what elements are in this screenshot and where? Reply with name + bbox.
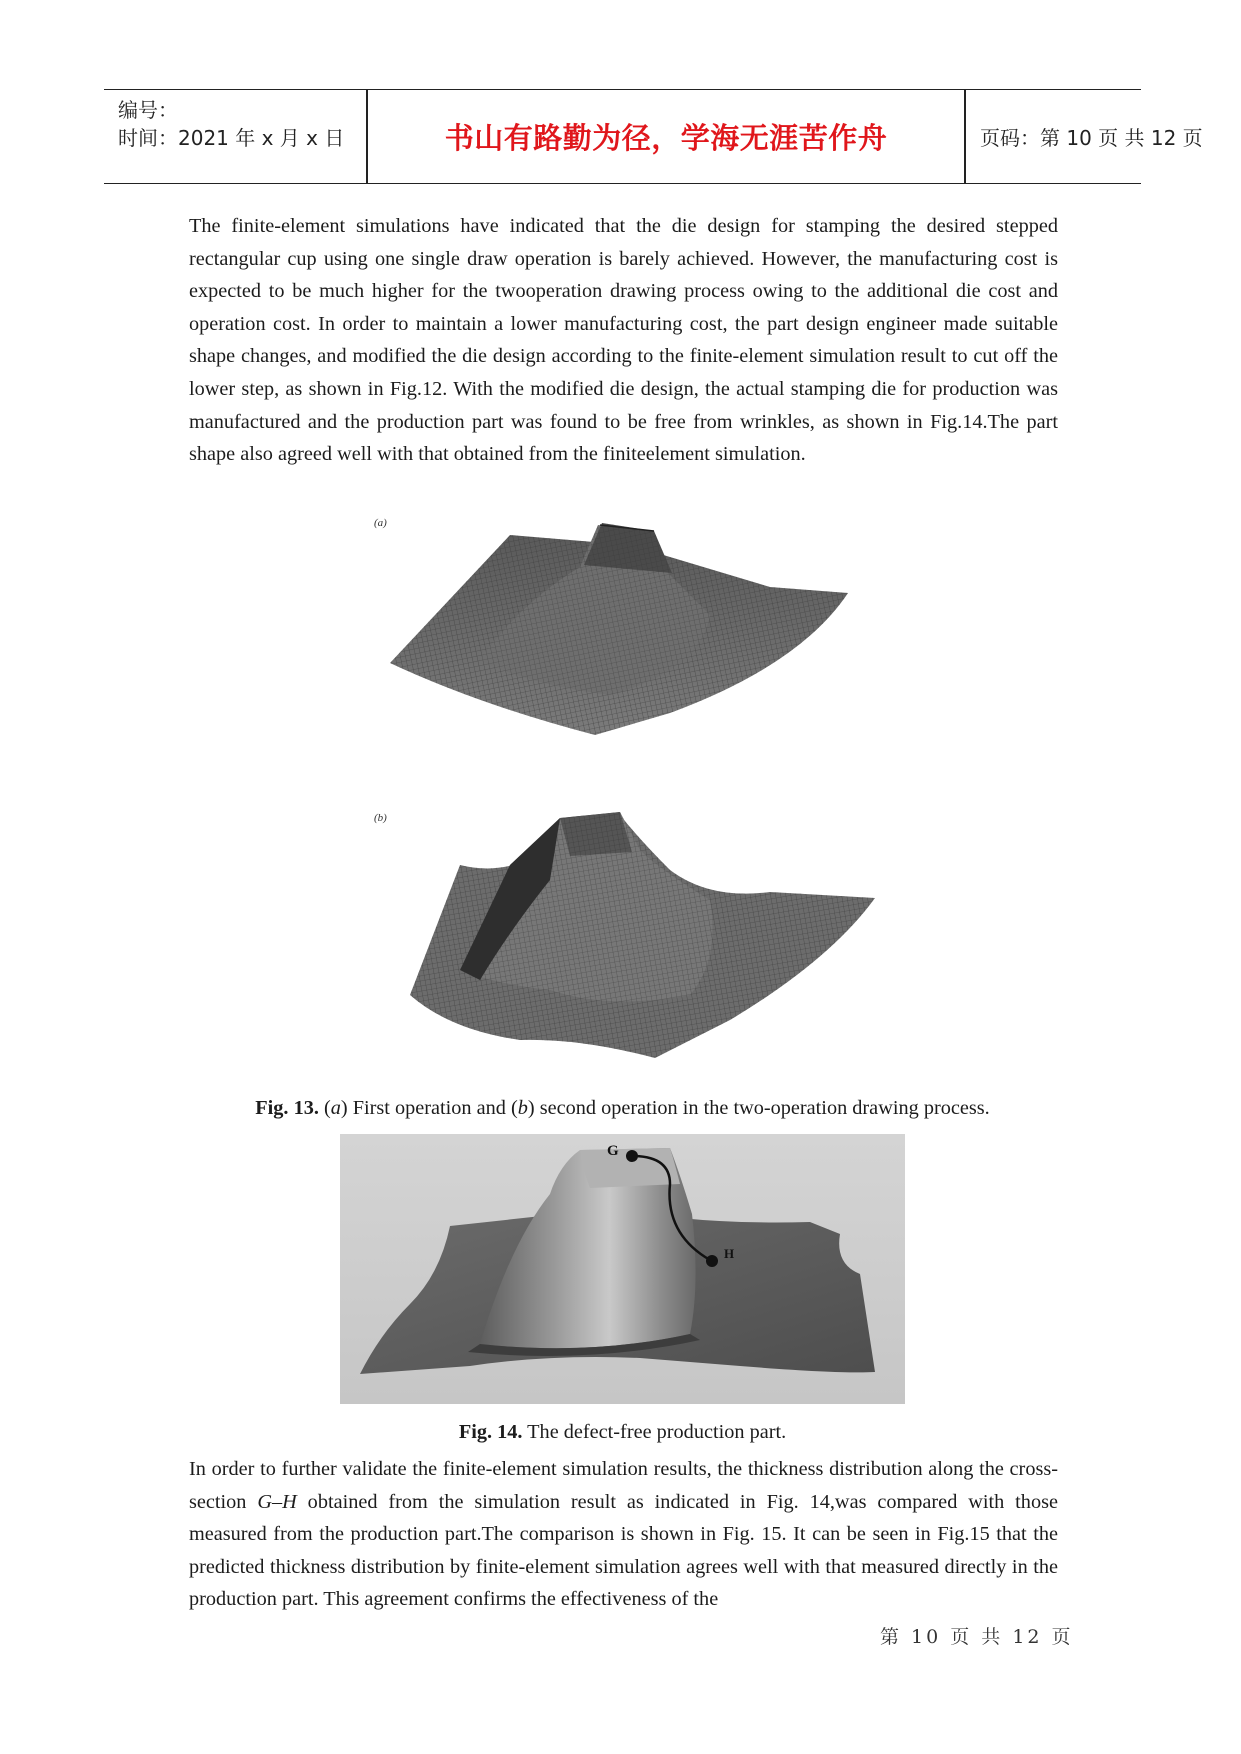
header-meta [104, 90, 366, 183]
figure-13-caption-label: Fig. 13. [255, 1097, 319, 1119]
body-paragraph-2 [189, 1453, 1058, 1616]
body-paragraph-1: The finite-element simulations have indicated that the die design for stamping the desired stepped rectangular cup using one single draw operation is barely achieved. However, the manufacturing cost is expected to be much higher for the twooperation drawing process owing to the additional die cost and operation cost. In order to maintain a lower manufacturing cost, the part design engineer made suitable shape changes, and modified the die design according to the finite-element simulation result to cut off the lower step, as shown in Fig.12. With the modified die design, the actual stamping die for production was manufactured and the production part was found to be free from wrinkles, as shown in Fig.14.The part shape also agreed well with that obtained from the finiteelement simulation. [189, 215, 1058, 466]
figure-14-photo [340, 1134, 905, 1404]
point-g-label: G [607, 1143, 619, 1159]
caption-text: ) First operation and ( [340, 1097, 518, 1119]
figure-13a-label: (a) [374, 517, 387, 529]
number-label: 编号： [118, 98, 178, 122]
caption-text: The defect-free production part. [522, 1421, 787, 1443]
caption-text: ) second operation in the two-operation drawing process. [527, 1097, 990, 1119]
header-motto: 书山有路勤为径，学海无涯苦作舟 [444, 121, 888, 155]
figure-13-caption [104, 1097, 1141, 1120]
caption-italic-a: a [330, 1097, 341, 1119]
figure-13b-label: (b) [374, 812, 387, 824]
figure-13b-mesh [410, 810, 880, 1060]
point-h-label: H [724, 1246, 735, 1261]
figure-14-caption-label: Fig. 14. [458, 1421, 523, 1443]
caption-text: ( [318, 1097, 331, 1119]
cross-section-label: G–H [257, 1490, 297, 1513]
header-page-label: 页码：第 10 页 共 12 页 [980, 126, 1203, 150]
paragraph-text: obtained from the simulation result as indicated in Fig. 14,was compared with those measured from the production part.The comparison is shown in Fig. 15. It can be seen in Fig.15 that the predicted thickness distribution by finite-element simulation agrees well with that measured directly in the production part. This agreement confirms the effectiveness of the [189, 1490, 1058, 1611]
caption-italic-b: b [517, 1097, 528, 1119]
figure-14-caption [104, 1421, 1141, 1444]
paragraph-text: In order to further validate the finite-element simulation results, the thickness distribution along the cross-section [189, 1458, 1058, 1513]
page-footer: 第 10 页 共 12 页 [880, 1626, 1074, 1648]
figure-13a-mesh [370, 515, 860, 755]
page-header [104, 89, 1203, 184]
time-label: 时间：2021 年 x 月 x 日 [118, 126, 345, 150]
